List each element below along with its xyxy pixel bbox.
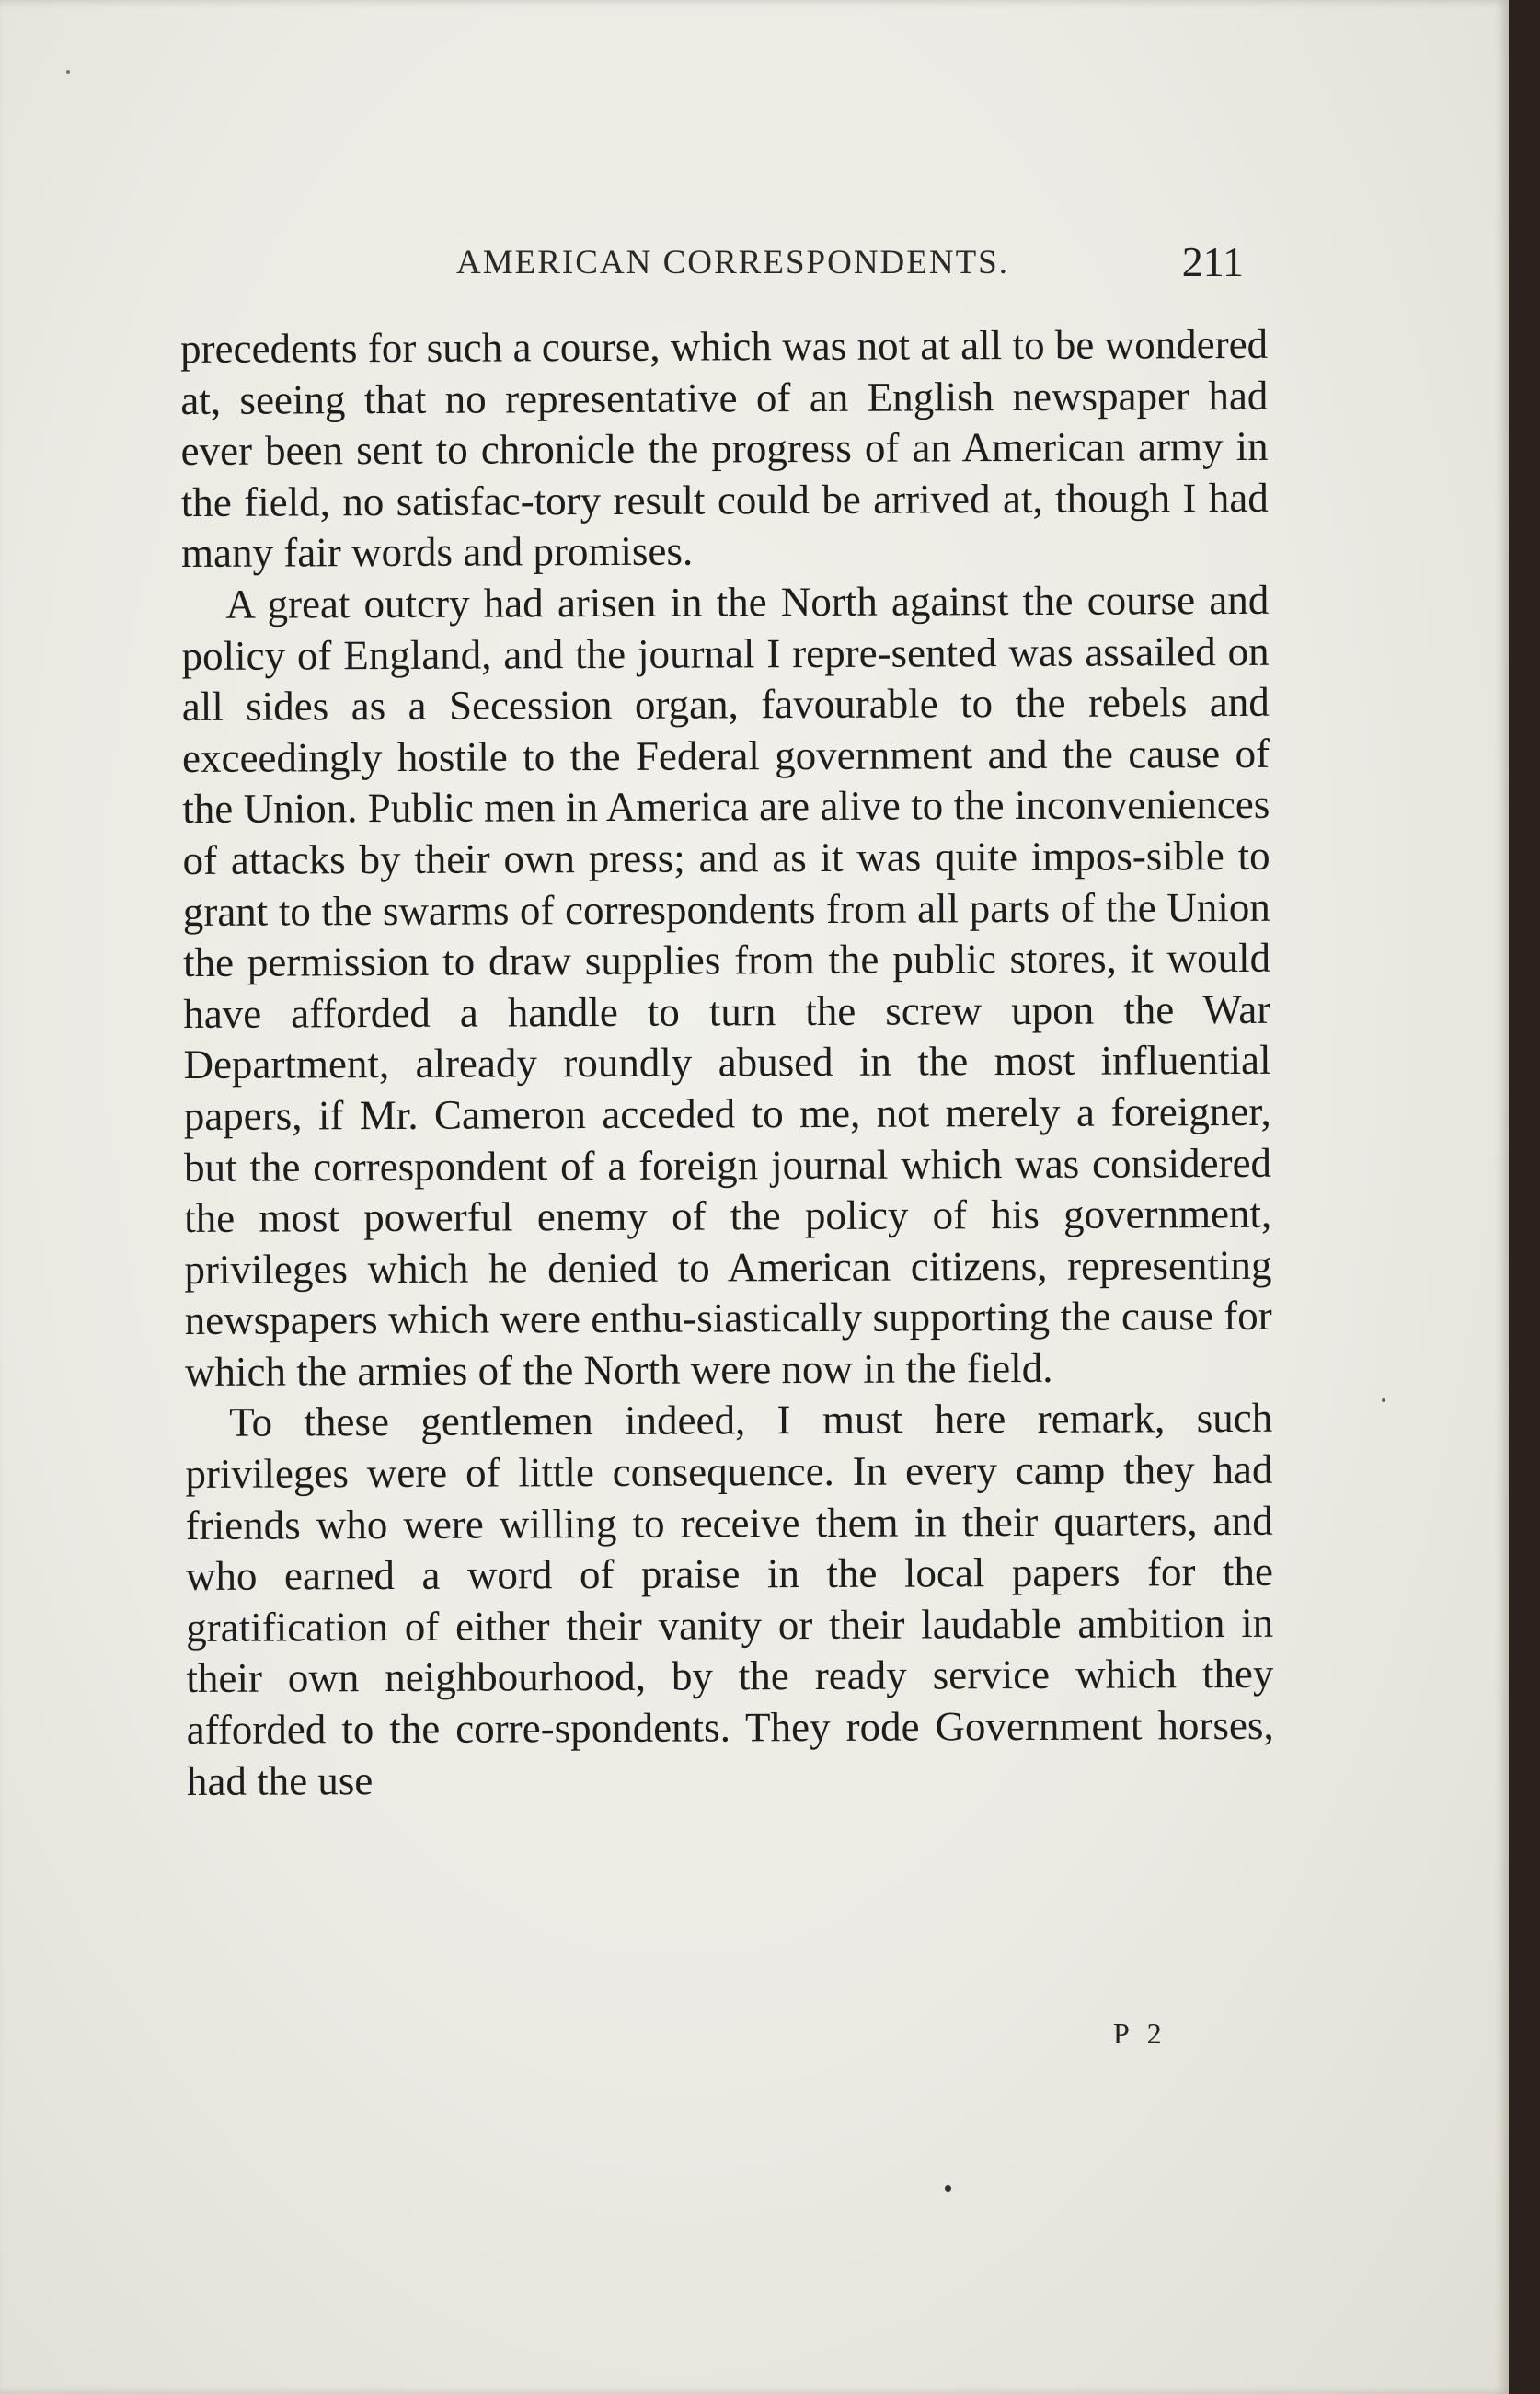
paragraph: To these gentlemen indeed, I must here remark, such privileges were of little consequence. In every camp they had friends who were willing to receive them in their quarters, and who earned a word of praise in the local papers for the gratification of either their vanity or their laudable ambition in their own neighbourhood, by the ready service which they afforded to the corre-spondents. They rode Government horses, had the use [185,1395,1274,1804]
paragraph: A great outcry had arisen in the North against the course and policy of England, and the journal I repre-sented was assailed on all sides as a Secession organ, favourable to the rebels and exceedingly hostile to the Federal government and the cause of the Union. Public men in America are alive to the inconveniences of attacks by their own press; and as it was quite impos-sible to grant to the swarms of correspondents from all parts of the Union the permission to draw supplies from the public stores, it would have afforded a handle to turn the screw upon the War Department, already roundly abused in the most influential papers, if Mr. Cameron acceded to me, not merely a foreigner, but the correspondent of a foreign journal which was considered the most powerful enemy of the policy of his government, privileges which he denied to American citizens, representing newspapers which were enthu-siastically supporting the cause for which the armies of the North were now in the field. [181,576,1272,1395]
paragraph: precedents for such a course, which was not at all to be wondered at, seeing that no representative of an English newspaper had ever been sent to chronicle the progress of an American army in the field, no satisfac-tory result could be arrived at, though I had many fair words and promises. [180,320,1269,577]
running-head [184,237,1251,293]
body-text [180,319,1274,1807]
signature-mark: P 2 [1113,2017,1167,2050]
running-title: AMERICAN CORRESPONDENTS. [456,244,1010,282]
paper-speck [66,70,70,74]
paper-speck [1382,1398,1385,1402]
page-number: 211 [1181,238,1244,285]
paper-speck [945,2185,951,2192]
